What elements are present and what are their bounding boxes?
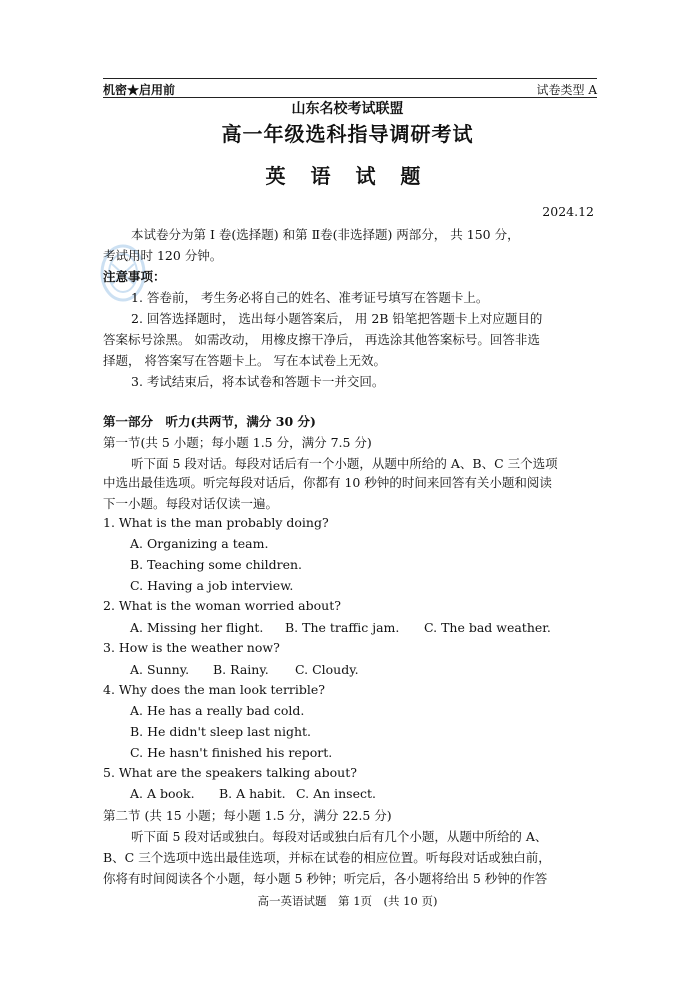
question-2-option-a: A. Missing her flight. — [130, 620, 264, 635]
subject-title: 英 语 试 题 — [265, 164, 430, 188]
question-4-option-a: A. He has a really bad cold. — [130, 703, 305, 718]
notes-title: 注意事项： — [103, 269, 166, 284]
confidential-label: 机密★启用前 — [103, 83, 176, 97]
question-1-option-b: B. Teaching some children. — [130, 557, 303, 572]
section-1-instruction-1: 听下面 5 段对话。每段对话后有一个小题，从题中所给的 A、B、C 三个选项 — [131, 456, 558, 471]
question-2-option-c: C. The bad weather. — [424, 620, 551, 635]
part-1-title: 第一部分 听力(共两节，满分 30 分) — [103, 414, 316, 429]
section-2-instruction-3: 你将有时间阅读各个小题，每小题 5 秒钟；听完后，各小题将给出 5 秒钟的作答 — [103, 871, 548, 886]
question-5-option-b: B. A habit. — [219, 786, 286, 801]
note-1: 1. 答卷前， 考生务必将自己的姓名、准考证号填写在答题卡上。 — [131, 290, 489, 305]
section-2-title: 第二节 (共 15 小题；每小题 1.5 分，满分 22.5 分) — [103, 808, 392, 823]
question-1-option-c: C. Having a job interview. — [130, 578, 294, 593]
question-2: 2. What is the woman worried about? — [103, 598, 341, 613]
question-1-option-a: A. Organizing a team. — [130, 536, 269, 551]
note-2-line-3: 择题， 将答案写在答题卡上。 写在本试卷上无效。 — [103, 353, 386, 368]
note-2-line-1: 2. 回答选择题时， 选出每小题答案后， 用 2B 铅笔把答题卡上对应题目的 — [131, 311, 543, 326]
page-footer: 高一英语试题 第 1页 (共 10 页) — [257, 894, 438, 908]
intro-line-1: 本试卷分为第 Ⅰ 卷(选择题) 和第 Ⅱ卷(非选择题) 两部分， 共 150 分， — [131, 227, 520, 242]
note-2-line-2: 答案标号涂黑。 如需改动， 用橡皮擦干净后， 再选涂其他答案标号。回答非选 — [103, 332, 540, 347]
question-3: 3. How is the weather now? — [103, 640, 280, 655]
question-1: 1. What is the man probably doing? — [103, 515, 329, 530]
section-2-instruction-2: B、C 三个选项中选出最佳选项，并标在试卷的相应位置。听每段对话或独白前， — [103, 850, 551, 865]
question-2-option-b: B. The traffic jam. — [285, 620, 400, 635]
section-1-instruction-2: 中选出最佳选项。听完每段对话后，你都有 10 秒钟的时间来回答有关小题和阅读 — [103, 475, 552, 490]
exam-title: 高一年级选科指导调研考试 — [221, 122, 474, 146]
question-5-option-a: A. A book. — [130, 786, 195, 801]
intro-line-2: 考试用时 120 分钟。 — [103, 248, 223, 263]
question-3-option-a: A. Sunny. — [130, 662, 190, 677]
question-3-option-b: B. Rainy. — [213, 662, 269, 677]
question-4: 4. Why does the man look terrible? — [103, 682, 325, 697]
note-3: 3. 考试结束后，将本试卷和答题卡一并交回。 — [131, 374, 385, 389]
question-3-option-c: C. Cloudy. — [295, 662, 359, 677]
organization-title: 山东名校考试联盟 — [291, 101, 404, 117]
exam-date: 2024.12 — [542, 204, 594, 219]
section-2-instruction-1: 听下面 5 段对话或独白。每段对话或独白后有几个小题，从题中所给的 A、 — [131, 829, 548, 844]
paper-type-label: 试卷类型 A — [536, 83, 597, 97]
section-1-title: 第一节(共 5 小题；每小题 1.5 分，满分 7.5 分) — [103, 435, 372, 450]
question-4-option-c: C. He hasn't finished his report. — [130, 745, 333, 760]
question-5-option-c: C. An insect. — [296, 786, 376, 801]
question-5: 5. What are the speakers talking about? — [103, 765, 357, 780]
header-bar — [103, 78, 597, 98]
question-4-option-b: B. He didn't sleep last night. — [130, 724, 312, 739]
section-1-instruction-3: 下一小题。每段对话仅读一遍。 — [103, 496, 279, 511]
